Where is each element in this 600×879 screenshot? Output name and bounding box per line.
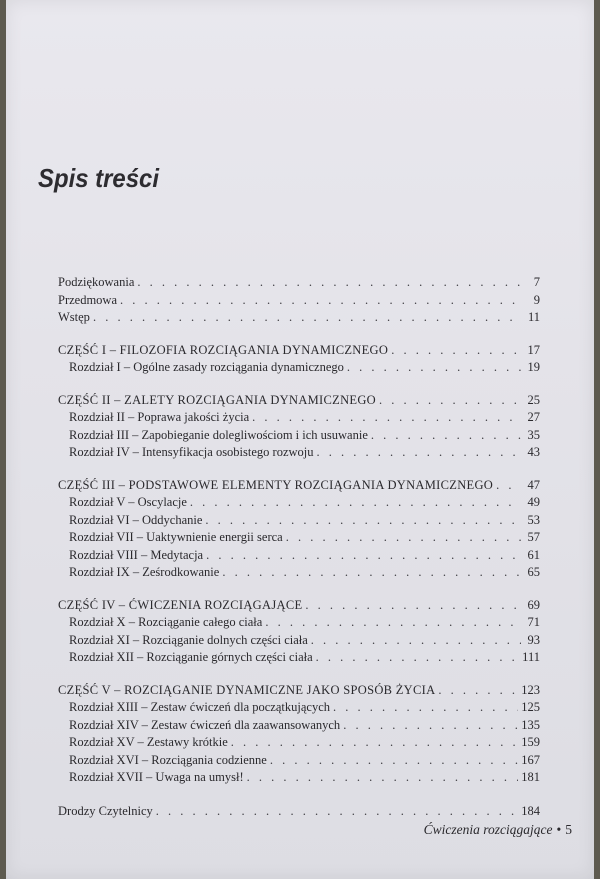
toc-entry-label: Rozdział I – Ogólne zasady rozciągania dynamicznego: [69, 360, 344, 374]
toc-entry-label: Rozdział XII – Rozciąganie górnych części ciała: [69, 650, 313, 664]
dot-leader: [371, 428, 521, 443]
toc-chapter-entry: [58, 410, 540, 428]
toc-chapter-entry: [58, 513, 540, 531]
dot-leader: [252, 410, 521, 425]
toc-chapter-entry: [58, 650, 540, 668]
dot-leader: [286, 530, 521, 545]
toc-part-entry: [58, 343, 540, 361]
section-gap: [58, 788, 540, 804]
toc-page-number: 167: [521, 752, 540, 767]
page-title: Spis treści: [38, 163, 159, 193]
dot-leader: [316, 650, 520, 665]
toc-page-number: 7: [533, 275, 540, 289]
dot-leader: [311, 633, 521, 648]
toc-entry-label: CZĘŚĆ III – PODSTAWOWE ELEMENTY ROZCIĄGANIA DYNAMICZNEGO: [58, 477, 494, 492]
toc-page-number: 123: [521, 682, 540, 697]
toc-page-number: 11: [527, 310, 540, 324]
toc-entry-label: Rozdział X – Rozciąganie całego ciała: [69, 615, 263, 629]
toc-page-number: 125: [521, 700, 540, 714]
book-page: [6, 0, 594, 879]
section-gap: [58, 463, 540, 478]
toc-page-number: 35: [527, 427, 540, 442]
dot-leader: [343, 718, 518, 733]
dot-leader: [247, 770, 519, 785]
dot-leader: [347, 360, 521, 375]
toc-chapter-entry: [58, 718, 540, 736]
toc-entry-label: Rozdział IX – Ześrodkowanie: [69, 565, 220, 579]
dot-leader: [120, 293, 521, 308]
toc-part-entry: [58, 478, 540, 496]
dot-leader: [317, 445, 521, 460]
toc-chapter-entry: [58, 735, 540, 753]
toc-entry-label: Rozdział VIII – Medytacja: [69, 547, 204, 562]
toc-page-number: 57: [527, 530, 540, 544]
dot-leader: [391, 343, 521, 358]
toc-entry-label: Rozdział VII – Uaktywnienie energii serca: [69, 530, 283, 544]
dot-leader: [205, 513, 521, 528]
dot-leader: [379, 393, 521, 408]
toc-page-number: 184: [521, 803, 540, 818]
toc-entry-label: Przedmowa: [58, 292, 118, 307]
toc-entry-label: Rozdział XI – Rozciąganie dolnych części ciała: [69, 632, 308, 647]
toc-entry-label: Rozdział XIII – Zestaw ćwiczeń dla początkujących: [69, 700, 330, 714]
dot-leader: [93, 310, 521, 325]
dot-leader: [438, 683, 518, 698]
dot-leader: [496, 478, 521, 493]
toc-chapter-entry: [58, 428, 540, 446]
toc-entry: [58, 804, 540, 822]
toc-page-number: 65: [527, 565, 540, 579]
toc-chapter-entry: [58, 495, 540, 513]
dot-leader: [270, 753, 518, 768]
toc-chapter-entry: [58, 360, 540, 378]
dot-leader: [137, 275, 521, 290]
dot-leader: [231, 735, 518, 750]
toc-chapter-entry: [58, 633, 540, 651]
toc-part-entry: [58, 598, 540, 616]
toc-entry-label: Rozdział II – Poprawa jakości życia: [69, 410, 250, 424]
section-gap: [58, 583, 540, 598]
toc-page-number: 17: [527, 342, 540, 357]
footer-page-number: 5: [565, 822, 572, 837]
toc-chapter-entry: [58, 615, 540, 633]
footer-bullet: •: [556, 822, 562, 837]
toc-page-number: 25: [527, 392, 540, 407]
section-gap: [58, 378, 540, 393]
toc-chapter-entry: [58, 530, 540, 548]
toc-entry-label: Rozdział XIV – Zestaw ćwiczeń dla zaawansowanych: [69, 717, 341, 732]
toc-entry-label: Rozdział VI – Oddychanie: [69, 512, 203, 527]
toc-page-number: 19: [527, 360, 540, 374]
page-footer: [424, 822, 572, 838]
toc-page-number: 71: [527, 615, 540, 629]
toc-entry-label: Rozdział IV – Intensyfikacja osobistego rozwoju: [69, 445, 314, 459]
toc-page-number: 27: [527, 410, 540, 424]
toc-chapter-entry: [58, 565, 540, 583]
dot-leader: [190, 495, 521, 510]
toc-entry-label: Rozdział XVI – Rozciągania codzienne: [69, 752, 267, 767]
toc-entry: [58, 275, 540, 293]
toc-entry-label: CZĘŚĆ V – ROZCIĄGANIE DYNAMICZNE JAKO SPOSÓB ŻYCIA: [58, 682, 436, 697]
toc-chapter-entry: [58, 548, 540, 566]
toc-chapter-entry: [58, 753, 540, 771]
toc-entry-label: Rozdział XV – Zestawy krótkie: [69, 735, 228, 749]
toc-page-number: 69: [527, 597, 540, 612]
toc-part-entry: [58, 683, 540, 701]
dot-leader: [305, 598, 521, 613]
toc-chapter-entry: [58, 445, 540, 463]
dot-leader: [222, 565, 521, 580]
toc-page-number: 135: [521, 717, 540, 732]
dot-leader: [265, 615, 521, 630]
toc-entry-label: Podziękowania: [58, 275, 135, 289]
table-of-contents: [58, 275, 540, 821]
footer-book-title: Ćwiczenia rozciągające: [423, 822, 553, 837]
toc-entry: [58, 293, 540, 311]
toc-page-number: 53: [527, 512, 540, 527]
toc-page-number: 49: [527, 495, 540, 509]
toc-page-number: 47: [527, 477, 540, 492]
toc-chapter-entry: [58, 700, 540, 718]
toc-chapter-entry: [58, 770, 540, 788]
toc-page-number: 43: [527, 445, 540, 459]
section-gap: [58, 328, 540, 343]
toc-page-number: 93: [527, 632, 540, 647]
toc-entry: [58, 310, 540, 328]
toc-entry-label: Wstęp: [58, 310, 90, 324]
toc-entry-label: Drodzy Czytelnicy: [58, 803, 153, 818]
toc-part-entry: [58, 393, 540, 411]
section-gap: [58, 668, 540, 683]
toc-entry-label: Rozdział XVII – Uwaga na umysł!: [69, 770, 244, 784]
toc-page-number: 111: [522, 650, 540, 664]
toc-page-number: 159: [521, 735, 540, 749]
dot-leader: [206, 548, 521, 563]
toc-entry-label: Rozdział III – Zapobieganie dolegliwościom i ich usuwanie: [69, 427, 368, 442]
toc-entry-label: CZĘŚĆ IV – ĆWICZENIA ROZCIĄGAJĄCE: [58, 597, 303, 612]
toc-entry-label: CZĘŚĆ I – FILOZOFIA ROZCIĄGANIA DYNAMICZNEGO: [58, 342, 389, 357]
toc-page-number: 61: [527, 547, 540, 562]
toc-page-number: 9: [533, 292, 540, 307]
dot-leader: [333, 700, 518, 715]
toc-page-number: 181: [521, 770, 540, 784]
toc-entry-label: Rozdział V – Oscylacje: [69, 495, 187, 509]
toc-entry-label: CZĘŚĆ II – ZALETY ROZCIĄGANIA DYNAMICZNEGO: [58, 392, 377, 407]
dot-leader: [156, 804, 518, 819]
